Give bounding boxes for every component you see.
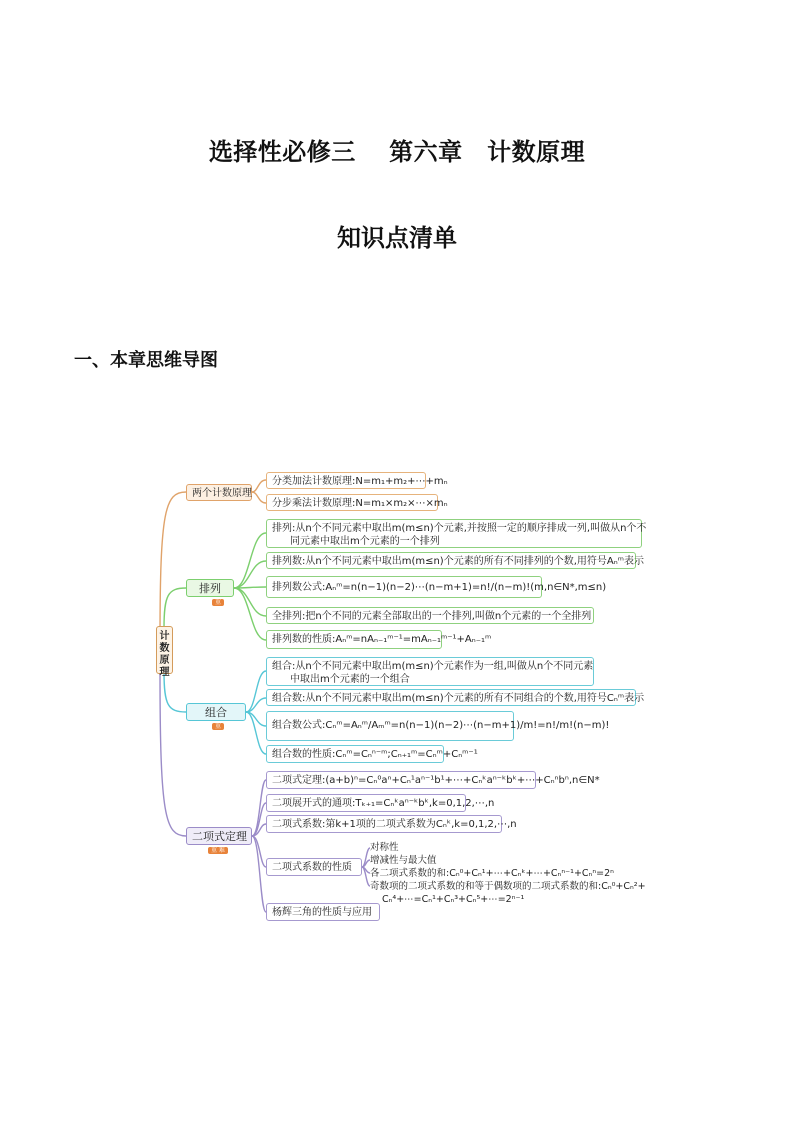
- item-yanghui-triangle: 杨辉三角的性质与应用: [266, 903, 380, 921]
- item-binomial-coefficient: 二项式系数:第k+1项的二项式系数为Cₙᵏ,k=0,1,2,⋯,n: [266, 815, 502, 833]
- page-subtitle: 知识点清单: [337, 224, 457, 252]
- item-permutation-formula: 排列数公式:Aₙᵐ=n(n−1)(n−2)⋯(n−m+1)=n!/(n−m)!(m,n∈N*,m≤n): [266, 576, 542, 598]
- item-text-line: 中取出m个元素的一个组合: [290, 674, 410, 685]
- property-odd-even-sum-cont: Cₙ⁴+⋯=Cₙ¹+Cₙ³+Cₙ⁵+⋯=2ⁿ⁻¹: [382, 894, 525, 905]
- item-general-term: 二项展开式的通项:Tₖ₊₁=Cₙᵏaⁿ⁻ᵏbᵏ,k=0,1,2,⋯,n: [266, 794, 466, 812]
- item-permutation-property: 排列数的性质:Aₙᵐ=nAₙ₋₁ᵐ⁻¹=mAₙ₋₁ᵐ⁻¹+Aₙ₋₁ᵐ: [266, 630, 442, 649]
- item-full-permutation: 全排列:把n个不同的元素全部取出的一个排列,叫做n个元素的一个全排列: [266, 607, 594, 624]
- page-title: 选择性必修三 第六章 计数原理: [208, 138, 586, 166]
- key-difficult-badge: 重 难: [208, 847, 228, 854]
- connector-branch4: [160, 672, 186, 836]
- branch-permutation: 排列: [186, 579, 234, 597]
- item-combination-number: 组合数:从n个不同元素中取出m(m≤n)个元素的所有不同组合的个数,用符号Cₙᵐ表示: [266, 689, 636, 706]
- item-text-line: 同元素中取出m个元素的一个排列: [290, 536, 440, 547]
- key-badge: 重: [212, 599, 224, 606]
- item-combination-formula: 组合数公式:Cₙᵐ=Aₙᵐ/Aₘᵐ=n(n−1)(n−2)⋯(n−m+1)/m!=n!/m!(n−m)!: [266, 711, 514, 741]
- item-permutation-def: [266, 519, 647, 548]
- item-addition-principle: 分类加法计数原理:N=m₁+m₂+⋯+mₙ: [266, 472, 426, 489]
- property-monotonic-max: 增减性与最大值: [370, 855, 437, 866]
- branch-binomial-theorem: 二项式定理: [186, 827, 252, 845]
- item-permutation-number: 排列数:从n个不同元素中取出m(m≤n)个元素的所有不同排列的个数,用符号Aₙᵐ表示: [266, 552, 636, 569]
- branch-counting-principles: 两个计数原理: [186, 484, 252, 501]
- item-combination-def: [266, 657, 594, 686]
- item-coefficient-properties: 二项式系数的性质: [266, 858, 362, 876]
- item-binomial-theorem: 二项式定理:(a+b)ⁿ=Cₙ⁰aⁿ+Cₙ¹aⁿ⁻¹b¹+⋯+Cₙᵏaⁿ⁻ᵏbᵏ+⋯+Cₙⁿbⁿ,n∈N*: [266, 771, 536, 789]
- item-text-line: 排列:从n个不同元素中取出m(m≤n)个元素,并按照一定的顺序排成一列,叫做从n个不: [272, 523, 647, 534]
- item-combination-property: 组合数的性质:Cₙᵐ=Cₙⁿ⁻ᵐ;Cₙ₊₁ᵐ=Cₙᵐ+Cₙᵐ⁻¹: [266, 745, 444, 763]
- property-sum: 各二项式系数的和:Cₙ⁰+Cₙ¹+⋯+Cₙᵏ+⋯+Cₙⁿ⁻¹+Cₙⁿ=2ⁿ: [370, 868, 614, 879]
- connector-branch2: [164, 588, 186, 628]
- property-symmetry: 对称性: [370, 842, 399, 853]
- section-heading: 一、本章思维导图: [74, 350, 218, 371]
- branch-combination: 组合: [186, 703, 246, 721]
- item-multiplication-principle: 分步乘法计数原理:N=m₁×m₂×⋯×mₙ: [266, 494, 438, 511]
- property-odd-even-sum: 奇数项的二项式系数的和等于偶数项的二项式系数的和:Cₙ⁰+Cₙ²+: [370, 881, 646, 892]
- item-text-line: 组合:从n个不同元素中取出m(m≤n)个元素作为一组,叫做从n个不同元素: [272, 661, 594, 672]
- key-badge: 重: [212, 723, 224, 730]
- mindmap-root: 计数原理: [156, 626, 173, 674]
